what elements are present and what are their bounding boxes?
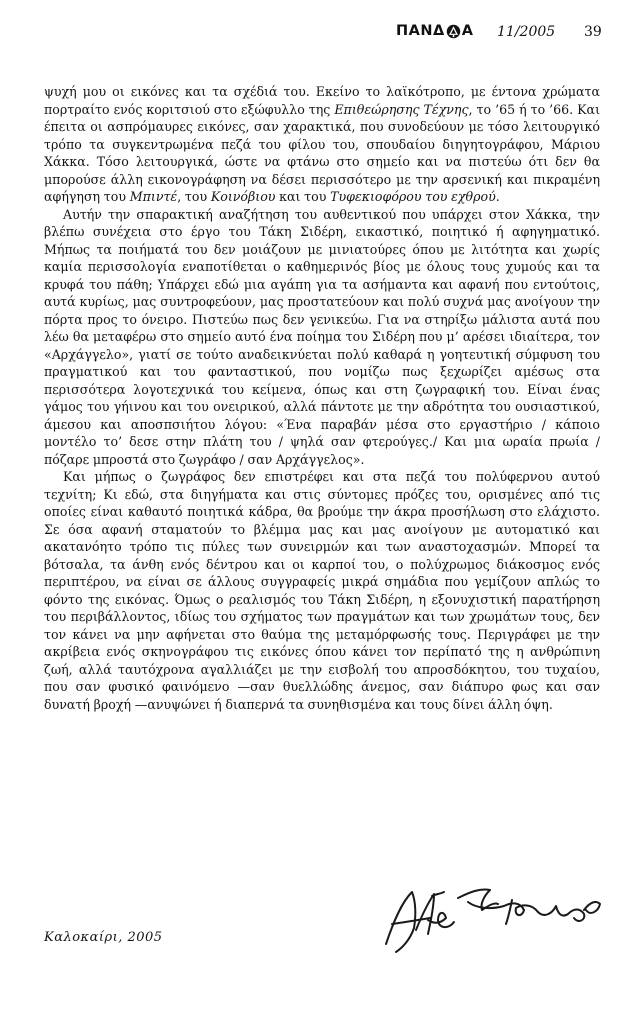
magazine-title-pre: ΠΑΝΔ (396, 23, 445, 39)
paragraph-text: ψυχή μου οι εικόνες και τα σχέδιά του. Εκείνο το λαϊκότροπο, με έντονα χρώματα πορτραίτο ενός κοριτσιού στο εξώφυλλο της (44, 84, 600, 117)
italic-title-text: Κοινόβιου (210, 189, 276, 204)
paragraph-text: , το ’65 ή το ’66. Και έπειτα οι ασπρόμαυρες εικόνες, σαν χαρακτικά, που συνοδεύουν με τόσο λειτουργικό τρόπο τα συγκεντρωμένα πεζά του φίλου του, σπουδαίου διηγητογράφου, Μάριου Χάκκα. Τόσο λειτουργικά, ώστε να φτάνω στο σημείο και να πιστεύω ότι δεν θα μπορούσε άλλη εικονογράφηση να δέσει περισσότερο με την αρσενική και πικραμένη αφήγηση του (44, 101, 601, 204)
article-body (44, 83, 600, 713)
italic-title-text: Επιθεώρησης Τέχνης (334, 101, 469, 117)
pandora-box-logo-icon (446, 24, 461, 39)
italic-title-text: Μπιντέ (129, 189, 178, 204)
running-header (0, 22, 635, 44)
author-signature (372, 880, 608, 964)
article-paragraph (44, 83, 600, 206)
paragraph-text: . (495, 189, 500, 204)
article-paragraph (44, 206, 600, 469)
issue-number: 11/2005 (497, 24, 556, 40)
paragraph-text: Αυτήν την σπαρακτική αναζήτηση του αυθεντικού που υπάρχει στον Χάκκα, την βλέπω συνέχεια στο έργο του Τάκη Σιδέρη, εικαστικό, ποιητικό ή αφηγηματικό. Μήπως τα ποιήματά του δεν μοιάζουν με μινιατούρες όπου με λιτότητα και χωρίς καμία περισσολογία εναποτίθεται ο καθημερινός βίος με όλους τους χυμούς και τα κρυφά του πάθη; Υπάρχει εδώ μια αγάπη για τα ασήμαντα και αφανή που εντούτοις, αυτά κυρίως, μας συντροφεύουν, μας προστατεύουν και πολύ συχνά μας ανοίγουν την πόρτα προς το όνειρο. Πιστεύω πως δεν γενικεύω. Για να στηρίξω μάλιστα αυτά που λέω θα μεταφέρω στο σημείο αυτό ένα ποίημα του Σιδέρη που μ’ αρέσει ιδιαίτερα, τον «Αρχάγγελο», γιατί σε τούτο αναδεικνύεται πολύ καθαρά η γοητευτική σύμφυση του πραγματικού και του φανταστικού, που νομίζω πως ξεχωρίζει αμέσως στα περισσότερα λογοτεχνικά του κείμενα, όπως και στη ζωγραφική του. Είναι ένας γάμος του γήινου και του ονειρικού, αλλά πάντοτε με την αδρότητα του ουσιαστικού, άμεσου και αποσπσιήτου λόγου: «Ένα παραβάν μέσα στο εργαστήριο / κάποιο μοντέλο το’ δεσε στην πλάτη του / ψηλά σαν φτερούγες./ Και μια ωραία πρωία / πόζαρε μπροστά στο ζωγράφο / σαν Αρχάγγελος». (44, 206, 600, 467)
italic-title-text: Τυφεκιοφόρου του εχθρού (330, 189, 496, 204)
magazine-title (396, 23, 473, 39)
paragraph-text: Και μήπως ο ζωγράφος δεν επιστρέφει και στα πεζά του πολύφερνου αυτού τεχνίτη; Κι εδώ, στα διηγήματα και στις σύντομες πρόζες του, ορισμένες από τις οποίες είναι καθαυτό ποιητικά κάδρα, θα βρούμε την άκρα προσήλωση στο ελάχιστο. Σε όσα αφανή σταματούν το βλέμμα μας και μας ανοίγουν με αυτοματικό και ακατανόητο τρόπο τις πύλες των συνειρμών και των αναστοχασμών. Μπορεί τα βότσαλα, τα άνθη ενός δέντρου και οι καρποί του, ο πολύχρωμος διάκοσμος ενός περιπτέρου, να είναι σε άλλους συγγραφείς μικρά σημάδια που γεμίζουν απλώς το φόντο της εικόνας. Όμως ο ρεαλισμός του Τάκη Σιδέρη, η εξονυχιστική παρατήρηση του περιβάλλοντος, ιδίως του σχήματος των πραγμάτων και των χρωμάτων τους, δεν τον κάνει να μην αφήνεται στο θαύμα της μεταμόρφωσής τους. Περιγράφει με την ακρίβεια ενός σκηνογράφου τις εικόνες όπου κάνει τον περίπατό της η ανθρώπινη ζωή, αλλά ταυτόχρονα αγαλλιάζει με την εισβολή του απροσδόκητου, του τυχαίου, που σαν φυσικό φαινόμενο —σαν θυελλώδης άνεμος, σαν διάπυρο φως και σαν δυνατή βροχή —ανυψώνει ή διαπερνά τα συνηθισμένα και τους δίνει άλλη όψη. (44, 469, 600, 712)
magazine-title-post: Α (461, 23, 474, 39)
article-paragraph (44, 468, 600, 713)
page-number: 39 (584, 24, 602, 40)
closing-date: Καλοκαίρι, 2005 (44, 930, 163, 945)
paragraph-text: , του (177, 189, 211, 204)
paragraph-text: και του (275, 189, 331, 204)
